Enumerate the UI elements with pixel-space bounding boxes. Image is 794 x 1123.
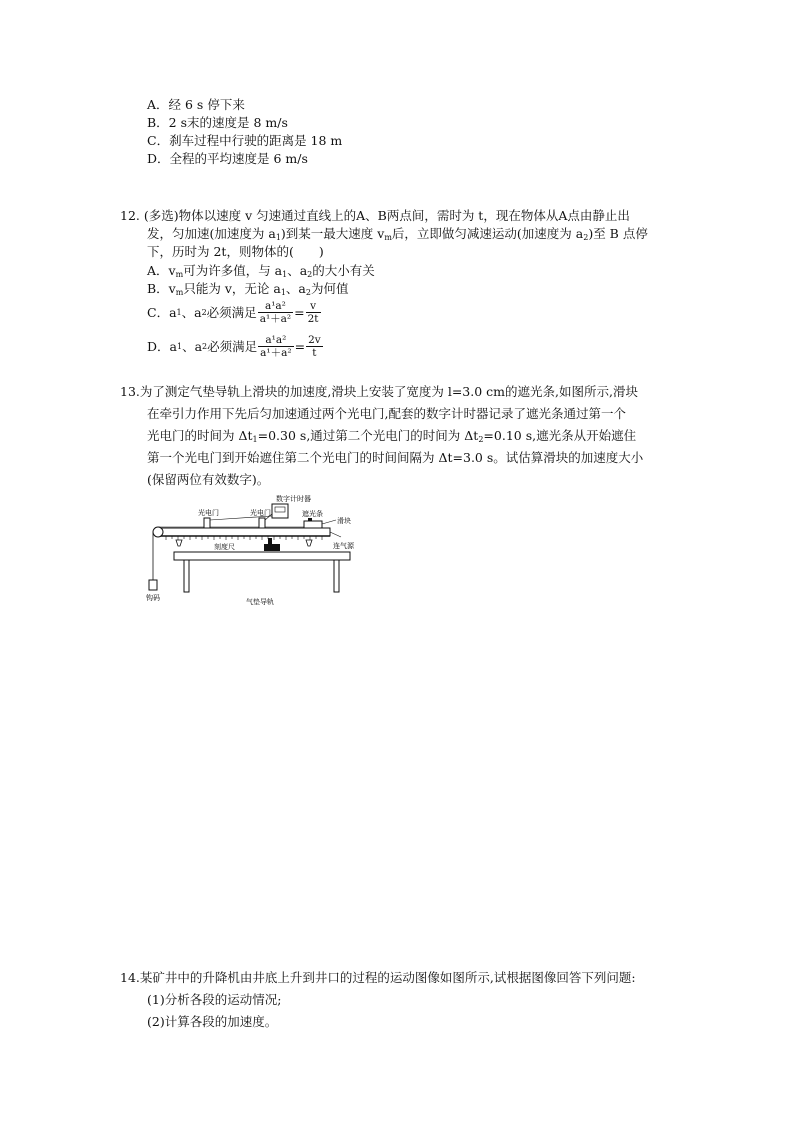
q11-option-d: D．全程的平均速度是 6 m/s: [147, 151, 308, 166]
table-top: [174, 552, 350, 560]
timer-display: [275, 507, 285, 512]
q12-d-fraction-left: $\frac{\text{a¹a²}}{\text{a¹＋a²}}$: [260, 334, 292, 359]
label-hanging-weight: 钩码: [146, 594, 160, 602]
q11-option-c: C．刹车过程中行驶的距离是 18 m: [147, 133, 343, 148]
q12-stem-line1: 12. (多选)物体以速度 v 匀速通过直线上的A、B两点间，需时为 t，现在物体从A点由静止出: [120, 208, 630, 223]
q11-option-b: B．2 s末的速度是 8 m/s: [147, 115, 288, 130]
label-photogate-1: 光电门: [198, 509, 219, 517]
q12-option-a: A．$v_m$可为许多值，与 $a_1$、$a_2$的大小有关: [147, 263, 375, 279]
q14-stem-line2: (1)分析各段的运动情况;: [147, 992, 282, 1007]
table-leg-left: [184, 560, 189, 592]
q13-stem-line5: (保留两位有效数字)。: [147, 472, 270, 487]
label-slider: 滑块: [337, 517, 351, 525]
photogate-2: [259, 518, 265, 528]
label-air-source: 连气源: [333, 542, 354, 550]
q12-option-d: D．a 1 、a 2 必须满足 $\frac{\text{a¹a²}}{\text{a¹＋a²}}$ = $\frac{2v}{t}$: [147, 334, 321, 359]
q12-stem-line3: 下，历时为 2t，则物体的( ): [147, 244, 324, 259]
support-left: [176, 540, 182, 546]
slider: [304, 521, 322, 528]
q12-d-fraction-right: $\frac{2v}{t}$: [308, 334, 321, 359]
q12-c-fraction-left: $\frac{\text{a¹a²}}{\text{a¹＋a²}}$: [259, 300, 292, 325]
support-right: [306, 540, 312, 546]
hanging-weight: [149, 580, 157, 590]
q12-stem-line2: 发，匀加速(加速度为 $a_1$)到某一最大速度 $v_m$后，立即做匀减速运动(加速度为 $a_2$)至 B 点停: [147, 226, 648, 242]
table-leg-right: [334, 560, 339, 592]
center-support: [264, 544, 280, 551]
q14-stem-line1: 14.某矿井中的升降机由井底上升到井口的过程的运动图像如图所示,试根据图像回答下列问题:: [120, 970, 636, 985]
q13-stem-line2: 在牵引力作用下先后匀加速通过两个光电门,配套的数字计时器记录了遮光条通过第一个: [147, 406, 626, 421]
q12-c-fraction-right: $\frac{v}{2t}$: [307, 300, 319, 325]
label-air-track: 气垫导轨: [246, 598, 274, 606]
q13-stem-line4: 第一个光电门到开始遮住第二个光电门的时间间隔为 Δt=3.0 s。试估算滑块的加速度大小: [147, 450, 644, 465]
air-track-diagram: [146, 492, 356, 612]
pulley: [153, 527, 163, 537]
q13-stem-line1: 13.为了测定气垫导轨上滑块的加速度,滑块上安装了宽度为 l=3.0 cm的遮光条,如图所示,滑块: [120, 384, 638, 399]
shading-strip: [308, 518, 312, 521]
q14-stem-line3: (2)计算各段的加速度。: [147, 1014, 278, 1029]
q12-option-c: C．a 1 、a 2 必须满足 $\frac{\text{a¹a²}}{\text{a¹＋a²}}$ = $\frac{v}{2t}$: [147, 300, 319, 325]
photogate-1: [204, 518, 210, 528]
q11-option-a: A．经 6 s 停下来: [147, 97, 245, 112]
q12-option-b: B．$v_m$只能为 v，无论 $a_1$、$a_2$为何值: [147, 281, 349, 297]
label-shading-strip: 遮光条: [302, 510, 323, 518]
label-photogate-2: 光电门: [250, 509, 271, 517]
label-digital-timer: 数字计时器: [276, 495, 311, 503]
q13-stem-line3: 光电门的时间为 $\Delta t_1=0.30$ s,通过第二个光电门的时间为 $\Delta t_2=0.10$ s,遮光条从开始遮住: [147, 428, 637, 444]
air-track-beam: [160, 528, 330, 536]
label-ruler: 刻度尺: [214, 543, 235, 551]
